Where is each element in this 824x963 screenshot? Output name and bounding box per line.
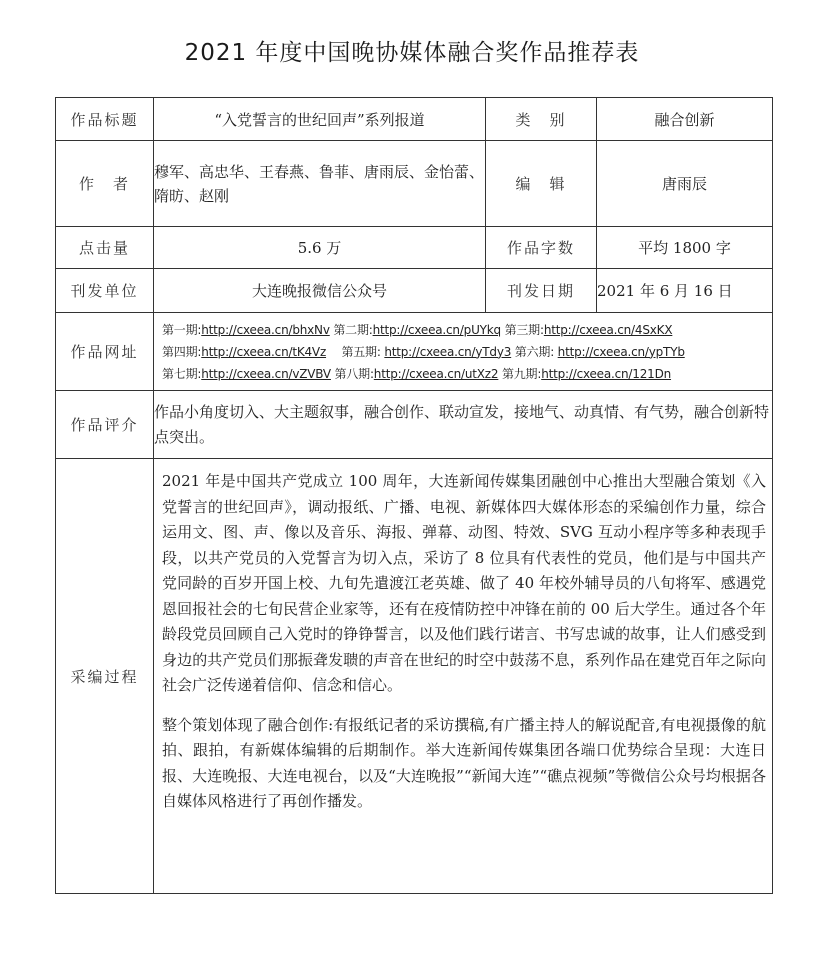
issue-5-label: 第五期: bbox=[326, 344, 385, 359]
recommendation-form-table bbox=[55, 97, 773, 894]
process-paragraph-2: 整个策划体现了融合创作:有报纸记者的采访撰稿,有广播主持人的解说配音,有电视摄像的航拍、跟拍，有新媒体编辑的后期制作。举大连新闻传媒集团各端口优势综合呈现：大连日报、大连晚报、大连电视台，以及“大连晚报”“新闻大连”“礁点视频”等微信公众号均根据各自媒体风格进行了再创作播发。 bbox=[162, 715, 766, 810]
author-label: 作 者 bbox=[56, 141, 154, 227]
issue-6-link[interactable]: http://cxeea.cn/ypTYb bbox=[557, 344, 685, 359]
issue-8-label: 第八期: bbox=[330, 366, 374, 381]
row-clicks bbox=[56, 227, 773, 269]
issue-1-label: 第一期: bbox=[162, 322, 202, 337]
issue-2-label: 第二期: bbox=[329, 322, 373, 337]
evaluation-label: 作品评介 bbox=[56, 391, 154, 459]
evaluation-value: 作品小角度切入、大主题叙事，融合创作、联动宣发，接地气、动真情、有气势，融合创新特点突出。 bbox=[154, 391, 773, 459]
urls-label: 作品网址 bbox=[56, 313, 154, 391]
clicks-value: 5.6 万 bbox=[154, 227, 486, 269]
publish-date-value: 2021 年 6 月 16 日 bbox=[597, 269, 773, 313]
process-paragraph-1: 2021 年是中国共产党成立 100 周年，大连新闻传媒集团融创中心推出大型融合策划《入党誓言的世纪回声》，调动报纸、广播、电视、新媒体四大媒体形态的采编创作力量，综合运用文、图、声、像以及音乐、海报、弹幕、动图、特效、SVG 互动小程序等多种表现手段，以共产党员的入党誓言为切入点，采访了 8 位具有代表性的党员，他们是与中国共产党同龄的百岁开国上校、九旬先遣渡江老英雄、做了 40 年校外辅导员的八旬将军、感遇党恩回报社会的七旬民营企业家等，还有在疫情防控中冲锋在前的 00 后大学生。通过各个年龄段党员回顾自己入党时的铮铮誓言，以及他们践行诺言、书写忠诚的故事，让人们感受到身边的共产党员们那振聋发聩的声音在世纪的时空中鼓荡不息，系列作品在建党百年之际向社会广泛传递着信仰、信念和信心。 bbox=[162, 472, 766, 694]
issue-1-link[interactable]: http://cxeea.cn/bhxNv bbox=[201, 322, 330, 337]
word-count-label: 作品字数 bbox=[486, 227, 597, 269]
url-line-3 bbox=[162, 363, 768, 385]
issue-5-link[interactable]: http://cxeea.cn/yTdy3 bbox=[384, 344, 512, 359]
url-line-2 bbox=[162, 341, 768, 363]
issue-7-label: 第七期: bbox=[162, 366, 202, 381]
row-evaluation bbox=[56, 391, 773, 459]
work-title-label: 作品标题 bbox=[56, 98, 154, 141]
row-author bbox=[56, 141, 773, 227]
publisher-value: 大连晚报微信公众号 bbox=[154, 269, 486, 313]
issue-7-link[interactable]: http://cxeea.cn/vZVBV bbox=[201, 366, 331, 381]
category-value: 融合创新 bbox=[597, 98, 773, 141]
clicks-label: 点击量 bbox=[56, 227, 154, 269]
issue-3-label: 第三期: bbox=[500, 322, 544, 337]
issue-6-label: 第六期: bbox=[511, 344, 558, 359]
category-label: 类 别 bbox=[486, 98, 597, 141]
process-label: 采编过程 bbox=[56, 459, 154, 894]
issue-4-link[interactable]: http://cxeea.cn/tK4Vz bbox=[201, 344, 327, 359]
issue-2-link[interactable]: http://cxeea.cn/pUYkq bbox=[372, 322, 501, 337]
issue-8-link[interactable]: http://cxeea.cn/utXz2 bbox=[373, 366, 499, 381]
editor-value: 唐雨辰 bbox=[597, 141, 773, 227]
url-line-1 bbox=[162, 319, 768, 341]
row-work-title bbox=[56, 98, 773, 141]
urls-cell bbox=[154, 313, 773, 391]
issue-3-link[interactable]: http://cxeea.cn/4SxKX bbox=[543, 322, 673, 337]
editor-label: 编 辑 bbox=[486, 141, 597, 227]
publish-date-label: 刊发日期 bbox=[486, 269, 597, 313]
process-cell bbox=[154, 459, 773, 894]
work-title-value: “入党誓言的世纪回声”系列报道 bbox=[154, 98, 486, 141]
row-urls bbox=[56, 313, 773, 391]
issue-4-label: 第四期: bbox=[162, 344, 202, 359]
word-count-value: 平均 1800 字 bbox=[597, 227, 773, 269]
publisher-label: 刊发单位 bbox=[56, 269, 154, 313]
issue-9-label: 第九期: bbox=[498, 366, 542, 381]
page-title: 2021 年度中国晚协媒体融合奖作品推荐表 bbox=[184, 40, 640, 66]
row-process bbox=[56, 459, 773, 894]
row-publisher bbox=[56, 269, 773, 313]
issue-9-link[interactable]: http://cxeea.cn/121Dn bbox=[541, 366, 672, 381]
author-value: 穆军、高忠华、王春燕、鲁菲、唐雨辰、金怡蕾、隋昉、赵刚 bbox=[154, 141, 486, 227]
